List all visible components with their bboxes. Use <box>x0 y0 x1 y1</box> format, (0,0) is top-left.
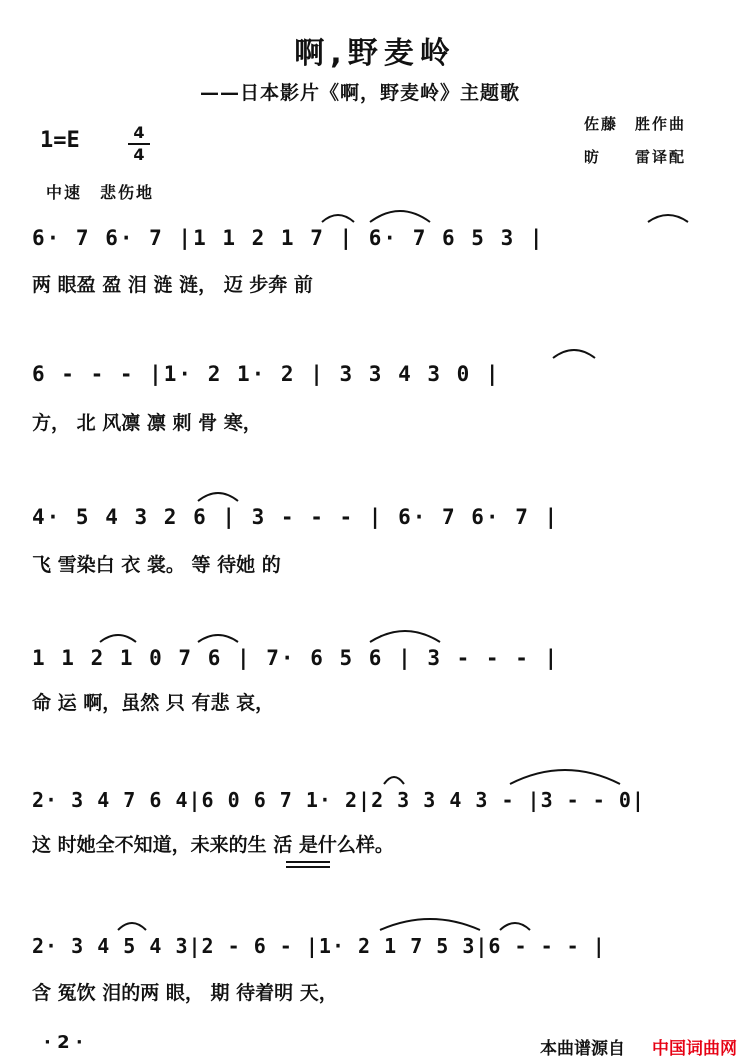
lyrics-line-2: 方， 北 风凛 凛 刺 骨 寒， <box>32 412 262 434</box>
lyrics-line-1: 两 眼盈 盈 泪 涟 涟， 迈 步奔 前 <box>32 274 313 296</box>
slur-mark <box>384 777 404 784</box>
notes-line-1: 6· 7 6· 7 |1 1 2 1 7 | 6· 7 6 5 3 | <box>32 226 545 250</box>
song-title: 啊,野麦岭 <box>294 36 456 71</box>
slur-mark <box>500 923 530 930</box>
source-brand[interactable]: 中国词曲网 <box>652 1039 737 1059</box>
source-label: 本曲谱源自 <box>540 1039 625 1059</box>
lyrics-line-3: 飞 雪染白 衣 裳。 等 待她 的 <box>32 554 281 576</box>
slur-mark <box>370 211 430 222</box>
slur-mark <box>510 770 620 784</box>
key-signature: 1=E <box>40 128 80 153</box>
slur-mark <box>322 215 354 222</box>
slur-mark <box>198 493 238 501</box>
page-number: · 2 · <box>44 1032 83 1053</box>
slur-mark <box>370 631 440 642</box>
translator-credit: 昉 雷译配 <box>584 148 687 166</box>
slur-mark <box>648 215 688 222</box>
composer-credit: 佐藤 胜作曲 <box>584 115 687 133</box>
notes-line-3: 4· 5 4 3 2 6 | 3 - - - | 6· 7 6· 7 | <box>32 505 560 529</box>
notes-line-6: 2· 3 4 5 4 3|2 - 6 - |1· 2 1 7 5 3|6 - - - | <box>32 934 606 958</box>
notes-line-2: 6 - - - |1· 2 1· 2 | 3 3 4 3 0 | <box>32 362 501 386</box>
slur-mark <box>118 923 146 930</box>
lyrics-line-5: 这 时她全不知道，未来的生 活 是什么样。 <box>32 834 394 856</box>
lyrics-line-4: 命 运 啊，虽然 只 有悲 哀， <box>32 692 275 714</box>
slur-mark <box>100 635 136 642</box>
tempo-marking: 中速 悲伤地 <box>46 183 155 202</box>
notes-line-4: 1 1 2 1 0 7 6 | 7· 6 5 6 | 3 - - - | <box>32 646 560 670</box>
slur-mark <box>380 919 480 930</box>
slur-mark <box>198 635 238 642</box>
time-signature-bottom: 4 <box>133 145 145 164</box>
slur-mark <box>553 350 595 358</box>
time-signature-top: 4 <box>133 123 145 142</box>
lyrics-line-6: 含 冤饮 泪的两 眼， 期 待着明 天， <box>32 982 338 1004</box>
song-subtitle: ——日本影片《啊，野麦岭》主题歌 <box>200 82 521 104</box>
notes-line-5: 2· 3 4 7 6 4|6 0 6 7 1· 2|2 3 3 4 3 - |3 - - 0| <box>32 788 645 812</box>
